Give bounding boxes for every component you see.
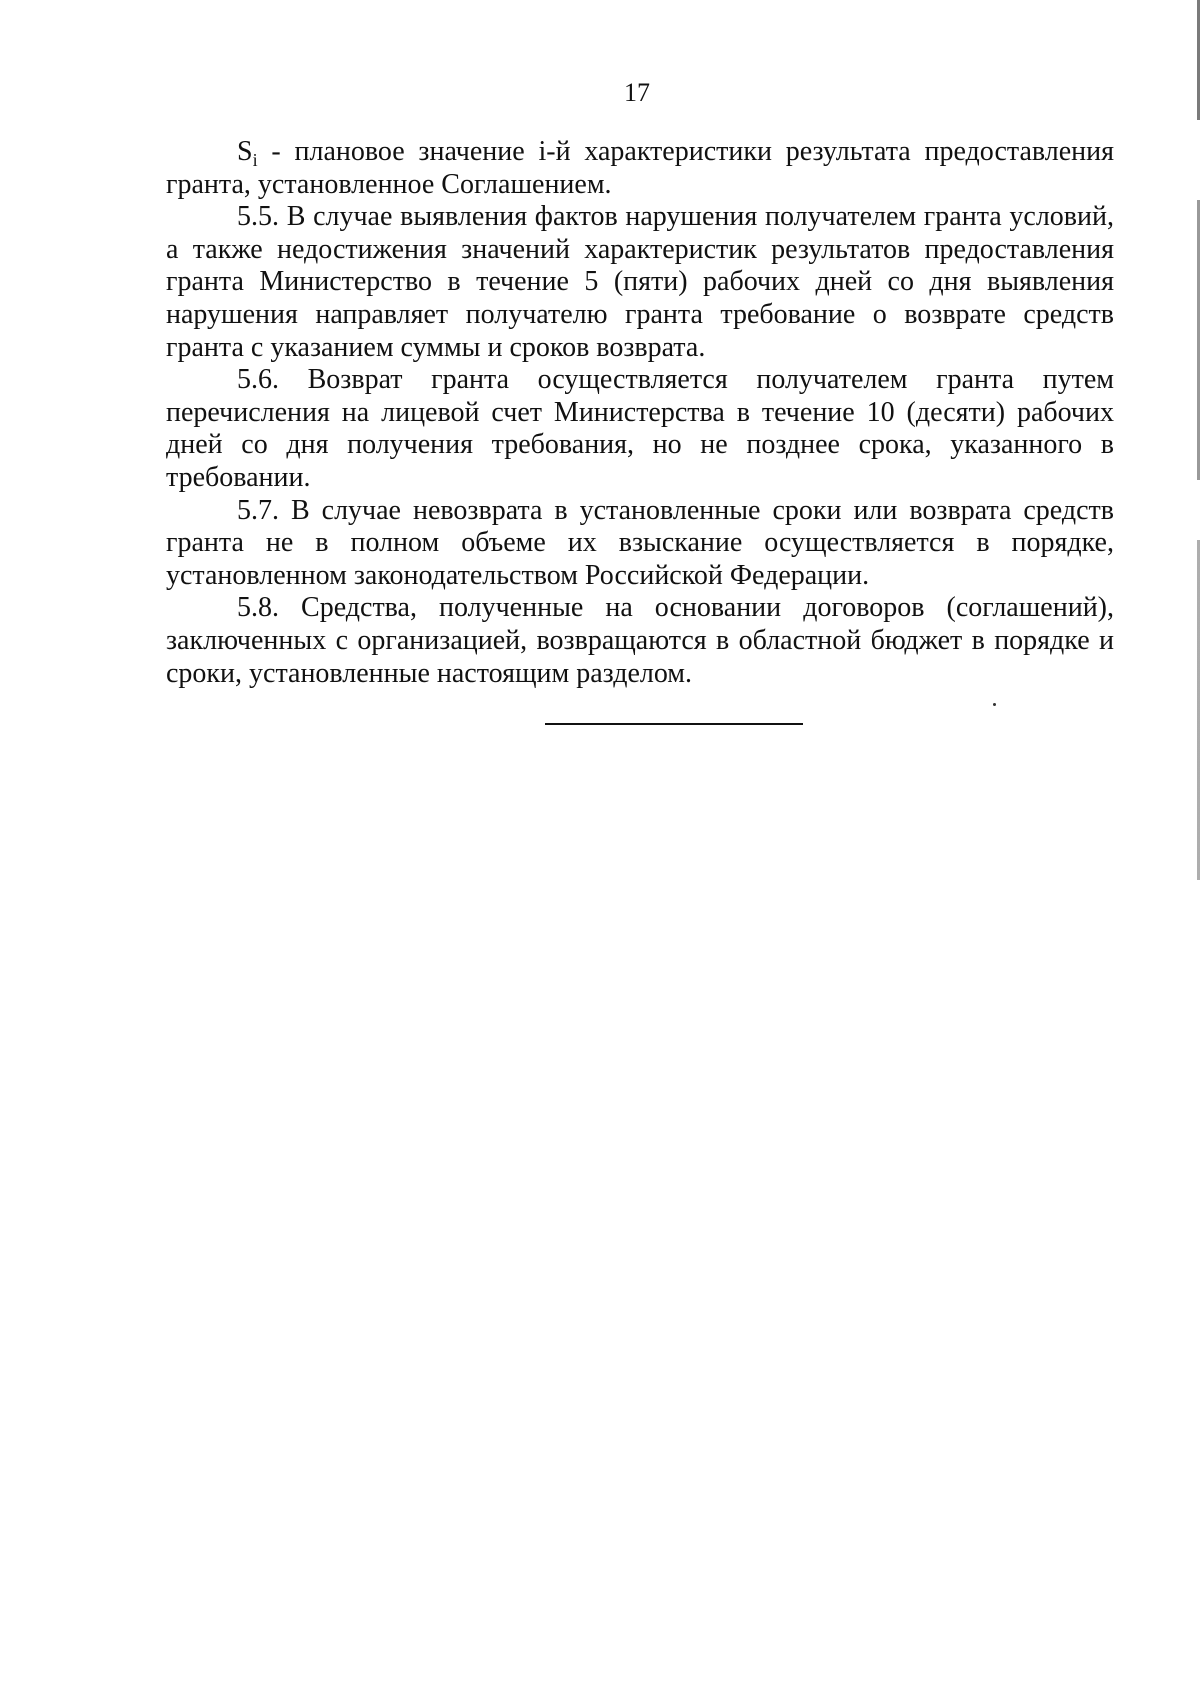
section-end-rule: [545, 723, 803, 725]
paragraph-5-5: 5.5. В случае выявления фактов нарушения получателем гранта условий, а также недостижения значений характеристик результатов предоставления гранта Министерство в течение 5 (пяти) рабочих дней со дня выявления нарушения направляет получателю гранта требование о возврате средств гранта с указанием суммы и сроков возврата.: [166, 201, 1114, 363]
si-symbol: S: [237, 136, 253, 167]
document-body: [166, 136, 1114, 690]
scan-artifact-dot: [993, 703, 996, 706]
page-number: [0, 78, 1200, 108]
paragraph-5-8: 5.8. Средства, полученные на основании договоров (соглашений), заключенных с организацией, возвращаются в областной бюджет в порядке и сроки, установленные настоящим разделом.: [166, 592, 1114, 689]
paragraph-5-7: 5.7. В случае невозврата в установленные сроки или возврата средств гранта не в полном объеме их взыскание осуществляется в порядке, установленном законодательством Российской Федерации.: [166, 494, 1114, 591]
paragraph-5-6: 5.6. Возврат гранта осуществляется получателем гранта путем перечисления на лицевой счет Министерства в течение 10 (десяти) рабочих дней со дня получения требования, но не позднее срока, указанного в требовании.: [166, 364, 1114, 493]
page-number-text: 17: [624, 78, 650, 107]
si-subscript: i: [252, 150, 258, 170]
paragraph-si-definition: [166, 136, 1114, 201]
si-definition-text: - плановое значение i-й характеристики результата предоставления гранта, установленное Соглашением.: [166, 136, 1114, 200]
